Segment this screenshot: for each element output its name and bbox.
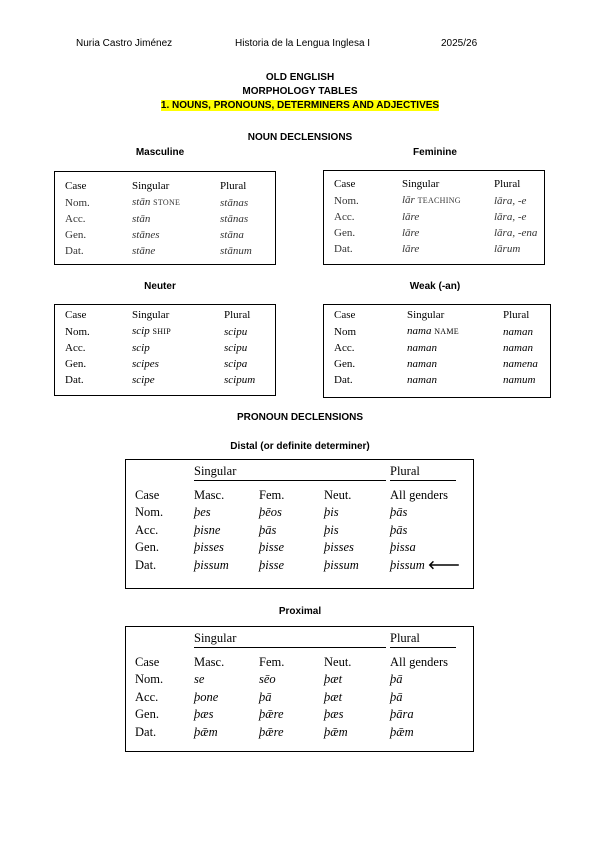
table-row	[135, 539, 460, 557]
section-title-highlight: 1. NOUNS, PRONOUNS, DETERMINERS AND ADJECTIVES	[160, 100, 440, 111]
weak-table-box	[323, 304, 551, 398]
case-cell: Nom.	[135, 672, 164, 686]
plural-cell: scipa	[224, 358, 248, 370]
header-fem: Fem.	[259, 487, 285, 502]
singular-cell: scip	[132, 342, 150, 354]
case-cell: Acc.	[334, 342, 355, 354]
case-cell: Dat.	[65, 374, 84, 386]
header-singular: Singular	[132, 180, 170, 192]
singular-cell: naman	[407, 342, 437, 354]
table-row	[135, 724, 456, 742]
fem-cell: þǣre	[259, 707, 284, 721]
header-neut: Neut.	[324, 654, 352, 669]
noun-declensions-heading: NOUN DECLENSIONS	[247, 132, 353, 143]
masc-cell: þǣm	[194, 724, 218, 739]
neut-cell: þæt	[324, 672, 343, 686]
table-header-row	[135, 487, 460, 505]
form: nama	[407, 325, 432, 337]
table-row	[135, 671, 456, 689]
proximal-table-box	[125, 626, 474, 752]
singular-cell: lāre	[402, 227, 420, 239]
header-masc: Masc.	[194, 487, 225, 502]
masc-cell: þes	[194, 505, 211, 519]
header-plural: Plural	[503, 309, 530, 321]
table-row	[65, 243, 252, 259]
distal-label: Distal (or definite determiner)	[230, 441, 370, 452]
feminine-label: Feminine	[413, 147, 457, 158]
singular-cell	[132, 323, 224, 340]
group-singular: Singular	[194, 464, 237, 478]
gloss: TEACHING	[417, 196, 461, 205]
arrow-left-icon: 🡐	[427, 557, 461, 572]
plural-cell	[390, 557, 460, 575]
masculine-table	[65, 178, 252, 259]
header-case: Case	[65, 309, 87, 321]
header-case: Case	[135, 487, 160, 502]
table-row	[65, 227, 252, 243]
plural-cell: naman	[503, 325, 533, 338]
author-name: Nuria Castro Jiménez	[76, 38, 173, 49]
plural-cell: scipum	[224, 374, 256, 386]
header-plural: Plural	[494, 178, 521, 190]
table-row	[135, 689, 456, 707]
table-row	[334, 372, 538, 388]
header-plural: Plural	[224, 309, 251, 321]
case-cell: Dat.	[135, 724, 157, 739]
fem-cell: þisse	[259, 540, 284, 554]
fem-cell: sēo	[259, 672, 276, 686]
header-case: Case	[334, 309, 356, 321]
fem-cell: þisse	[259, 557, 284, 572]
table-row	[334, 241, 537, 257]
singular-cell: scipes	[132, 358, 159, 370]
header-case: Case	[135, 654, 160, 669]
masc-cell: þisses	[194, 540, 224, 554]
weak-table	[334, 307, 538, 388]
plural-cell: þās	[390, 522, 408, 537]
neut-cell: þisses	[324, 540, 354, 554]
masc-cell: þæs	[194, 707, 214, 721]
case-cell: Acc.	[334, 211, 355, 223]
neut-cell: þis	[324, 522, 339, 537]
plural-cell: lāra, -ena	[494, 227, 538, 239]
table-row	[65, 340, 255, 356]
case-cell: Dat.	[65, 245, 84, 257]
case-cell: Nom.	[65, 196, 90, 209]
plural-cell: þā	[390, 672, 403, 686]
case-cell: Acc.	[135, 522, 159, 537]
table-header-row	[334, 176, 537, 192]
plural-cell: stānum	[220, 245, 252, 257]
header-masc: Masc.	[194, 654, 225, 669]
table-row	[135, 706, 456, 724]
proximal-label: Proximal	[278, 606, 322, 617]
title-line-2: MORPHOLOGY TABLES	[242, 86, 358, 97]
plural-cell: namum	[503, 374, 536, 386]
neuter-table-box	[54, 304, 276, 396]
case-cell: Nom.	[135, 505, 164, 519]
header-neut: Neut.	[324, 487, 352, 502]
case-cell: Gen.	[334, 227, 356, 239]
group-header-row	[135, 630, 456, 648]
masc-cell: þisne	[194, 522, 221, 537]
table-row	[135, 504, 460, 522]
header-all-genders: All genders	[390, 487, 448, 502]
masculine-label: Masculine	[135, 147, 185, 158]
table-row	[334, 192, 537, 209]
group-plural: Plural	[390, 631, 420, 645]
academic-year: 2025/26	[441, 38, 478, 49]
plural-cell: stāna	[220, 229, 244, 241]
distal-table-box	[125, 459, 474, 589]
group-plural: Plural	[390, 464, 420, 478]
fem-cell: þā	[259, 689, 272, 704]
pronoun-declensions-heading: PRONOUN DECLENSIONS	[236, 412, 364, 423]
feminine-table	[334, 176, 537, 257]
case-cell: Acc.	[65, 342, 86, 354]
header-singular: Singular	[402, 178, 440, 190]
case-cell: Dat.	[135, 557, 157, 572]
plural-cell: lāra, -e	[494, 211, 527, 223]
header-plural: Plural	[220, 180, 247, 192]
plural-cell: þās	[390, 505, 408, 519]
table-row	[135, 522, 460, 540]
singular-cell: naman	[407, 374, 437, 386]
neut-cell: þæt	[324, 689, 343, 704]
singular-cell	[132, 194, 220, 211]
plural-cell: lāra, -e	[494, 194, 527, 207]
neut-cell: þǣm	[324, 724, 348, 739]
gloss: NAME	[434, 327, 459, 336]
plural-cell: scipu	[224, 342, 248, 354]
plural-cell: þā	[390, 689, 403, 704]
form: þissum	[390, 557, 425, 572]
singular-cell: naman	[407, 358, 437, 370]
case-cell: Gen.	[334, 358, 356, 370]
case-cell: Acc.	[65, 213, 86, 225]
plural-cell: lārum	[494, 243, 521, 255]
singular-cell	[402, 192, 494, 209]
neut-cell: þæs	[324, 707, 344, 721]
singular-cell: lāre	[402, 211, 420, 223]
title-line-3	[0, 100, 600, 111]
masculine-table-box	[54, 171, 276, 265]
form: stān	[132, 196, 151, 208]
table-row	[65, 372, 255, 388]
table-header-row	[65, 307, 255, 323]
table-row	[135, 557, 460, 575]
form: lār	[402, 194, 415, 206]
table-row	[334, 209, 537, 225]
table-row	[334, 340, 538, 356]
neut-cell: þissum	[324, 557, 359, 572]
table-row	[334, 356, 538, 372]
plural-cell: stānas	[220, 213, 249, 225]
singular-cell	[407, 323, 503, 340]
header-case: Case	[65, 180, 87, 192]
group-header-row	[135, 463, 460, 481]
feminine-table-box	[323, 170, 545, 265]
case-cell: Nom.	[334, 194, 359, 207]
table-row	[65, 323, 255, 340]
table-row	[334, 323, 538, 340]
case-cell: Nom	[334, 325, 356, 338]
neut-cell: þis	[324, 505, 339, 519]
title-line-1: OLD ENGLISH	[265, 72, 335, 83]
table-row	[334, 225, 537, 241]
header-case: Case	[334, 178, 356, 190]
course-name: Historia de la Lengua Inglesa I	[235, 38, 371, 49]
table-header-row	[65, 178, 252, 194]
gloss: SHIP	[152, 327, 172, 336]
fem-cell: þǣre	[259, 724, 284, 739]
plural-cell: namena	[503, 358, 538, 370]
case-cell: Gen.	[65, 229, 87, 241]
table-row	[65, 194, 252, 211]
case-cell: Dat.	[334, 374, 353, 386]
singular-cell: scipe	[132, 374, 155, 386]
header-all-genders: All genders	[390, 654, 448, 669]
form: scip	[132, 325, 150, 337]
table-header-row	[135, 654, 456, 672]
header-singular: Singular	[132, 309, 170, 321]
header-fem: Fem.	[259, 654, 285, 669]
gloss: STONE	[153, 198, 181, 207]
singular-cell: stān	[132, 213, 151, 225]
case-cell: Gen.	[135, 707, 159, 721]
case-cell: Dat.	[334, 243, 353, 255]
proximal-table	[135, 630, 456, 741]
case-cell: Gen.	[65, 358, 87, 370]
table-row	[65, 356, 255, 372]
table-header-row	[334, 307, 538, 323]
plural-cell: þāra	[390, 707, 414, 721]
case-cell: Acc.	[135, 689, 159, 704]
plural-cell: þissa	[390, 540, 416, 554]
singular-cell: stānes	[132, 229, 160, 241]
plural-cell: scipu	[224, 325, 248, 338]
neuter-label: Neuter	[144, 281, 176, 292]
singular-cell: lāre	[402, 243, 420, 255]
weak-label: Weak (-an)	[409, 281, 461, 292]
header-singular: Singular	[407, 309, 445, 321]
neuter-table	[65, 307, 255, 388]
plural-cell: naman	[503, 342, 533, 354]
masc-cell: þone	[194, 689, 219, 704]
table-row	[65, 211, 252, 227]
plural-cell: þǣm	[390, 724, 414, 739]
masc-cell: se	[194, 672, 205, 686]
singular-cell: stāne	[132, 245, 156, 257]
group-singular: Singular	[194, 631, 237, 645]
plural-cell: stānas	[220, 196, 249, 209]
fem-cell: þēos	[259, 505, 282, 519]
case-cell: Gen.	[135, 540, 159, 554]
masc-cell: þissum	[194, 557, 229, 572]
case-cell: Nom.	[65, 325, 90, 338]
distal-table	[135, 463, 460, 574]
fem-cell: þās	[259, 522, 277, 537]
